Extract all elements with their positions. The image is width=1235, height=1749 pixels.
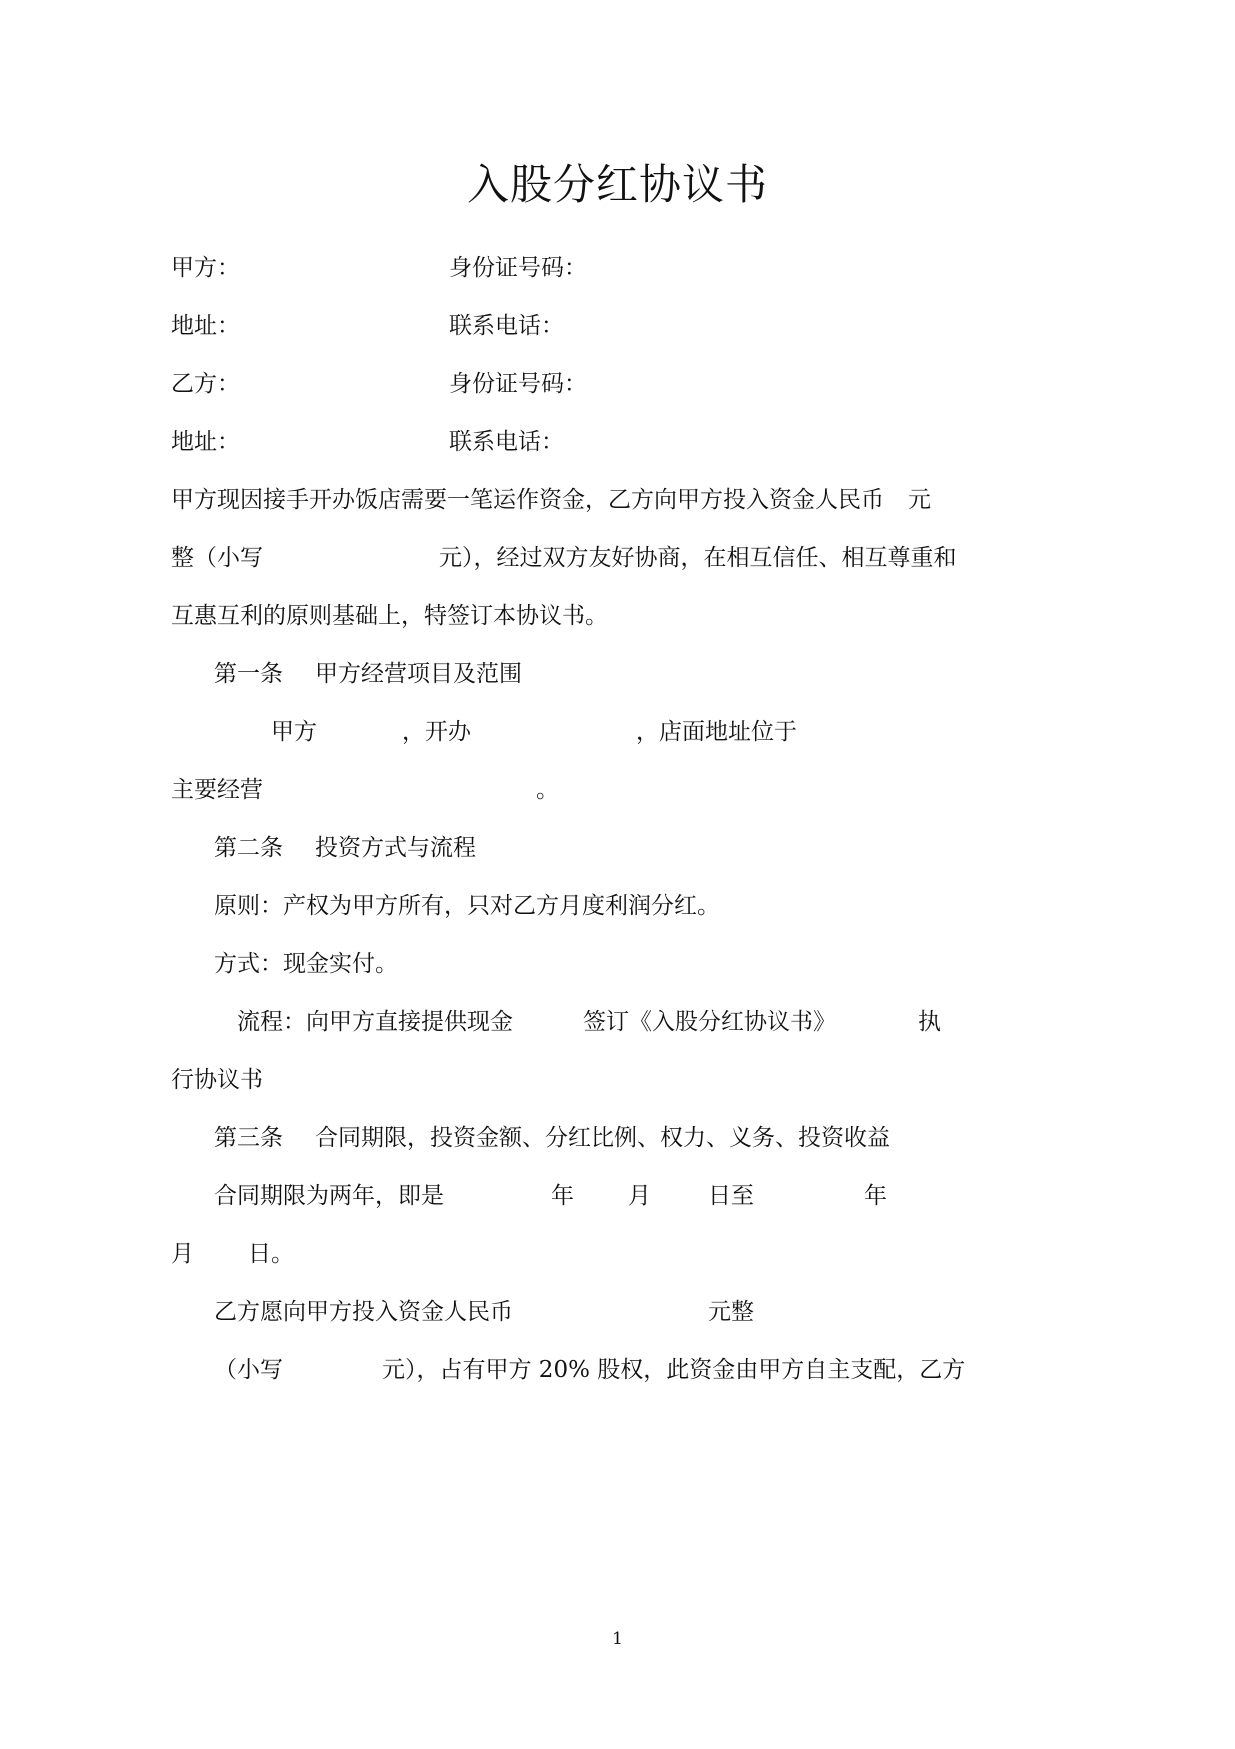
article-3-heading: 合同期限，投资金额、分红比例、权力、义务、投资收益 [315,1125,890,1151]
article-2-principle: 原则：产权为甲方所有，只对乙方月度利润分红。 [214,893,720,919]
intro-line-2-end: 元），经过双方友好协商，在相互信任、相互尊重和 [439,545,957,571]
article-2-flow-2: 签订《入股分红协议书》 [583,1009,836,1035]
article-3-month-2: 月 [171,1241,194,1267]
article-2-flow-1: 流程：向甲方直接提供现金 [237,1009,513,1035]
party-a-id-label: 身份证号码： [449,255,587,281]
article-3-small-start: （小写 [214,1357,283,1383]
article-2-heading: 投资方式与流程 [315,835,476,861]
article-2-flow-line-2: 行协议书 [171,1067,263,1093]
party-b-label: 乙方： [171,371,240,397]
article-3-year-1: 年 [551,1183,574,1209]
article-1-seg-1: 甲方 [271,719,317,745]
document-title: 入股分红协议书 [466,160,768,209]
article-3-day-to: 日至 [708,1183,754,1209]
article-2-number: 第二条 [214,835,283,861]
article-3-day-end: 日。 [248,1241,294,1267]
article-3-small-end: 元），占有甲方 20% 股权，此资金由甲方自主支配，乙方 [382,1357,966,1383]
intro-line-1: 甲方现因接手开办饭店需要一笔运作资金，乙方向甲方投入资金人民币 [171,487,884,513]
intro-line-2-start: 整（小写 [171,545,263,571]
page-number: 1 [612,1629,623,1649]
article-1-line-2-end: 。 [536,777,559,803]
article-2-method: 方式：现金实付。 [214,951,398,977]
party-b-phone-label: 联系电话： [449,429,564,455]
party-a-label: 甲方： [171,255,240,281]
article-3-invest-line: 乙方愿向甲方投入资金人民币 [214,1299,513,1325]
party-a-phone-label: 联系电话： [449,313,564,339]
article-1-heading: 甲方经营项目及范围 [315,661,522,687]
article-1-seg-3: ，店面地址位于 [636,719,797,745]
article-3-invest-end: 元整 [708,1299,754,1325]
intro-line-1-end: 元 [908,487,931,513]
party-b-address-label: 地址： [171,429,240,455]
article-1-number: 第一条 [214,661,283,687]
article-1-line-2-start: 主要经营 [171,777,263,803]
intro-line-3: 互惠互利的原则基础上，特签订本协议书。 [171,603,608,629]
article-1-seg-2: ，开办 [402,719,471,745]
article-3-number: 第三条 [214,1125,283,1151]
article-3-year-2: 年 [864,1183,887,1209]
article-2-flow-3: 执 [918,1009,941,1035]
article-3-month-1: 月 [628,1183,651,1209]
party-b-id-label: 身份证号码： [449,371,587,397]
article-3-term-start: 合同期限为两年，即是 [214,1183,444,1209]
party-a-address-label: 地址： [171,313,240,339]
